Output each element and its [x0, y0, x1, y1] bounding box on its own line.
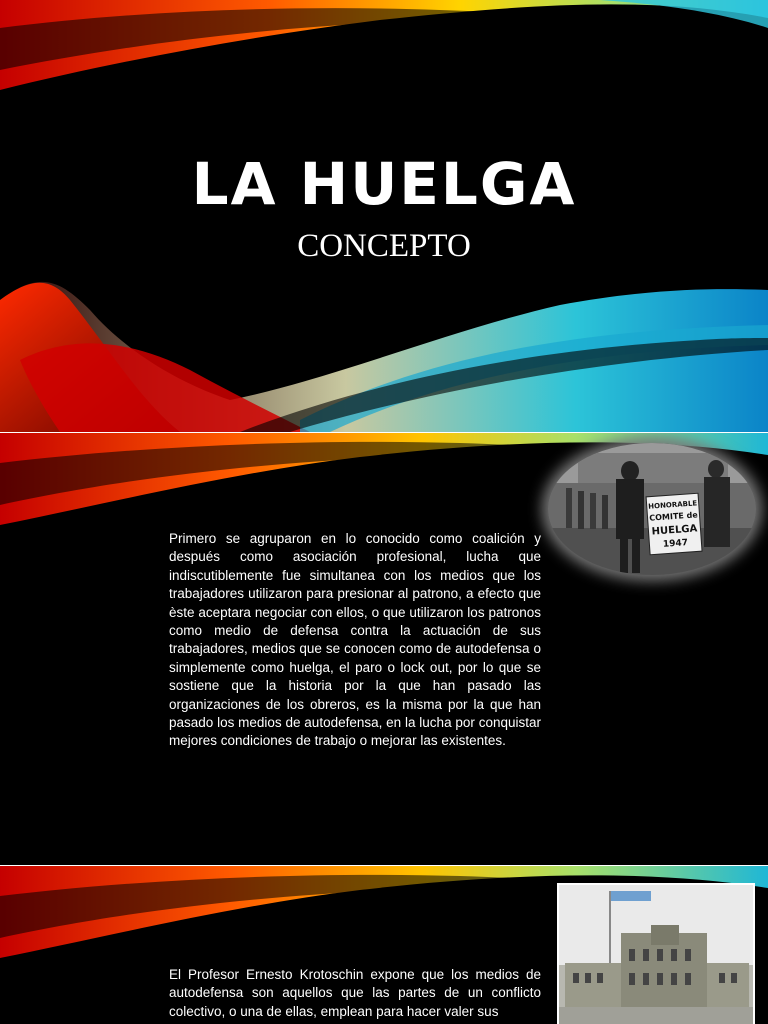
- strike-committee-photo: [548, 443, 756, 575]
- palace-photo-image: [559, 885, 753, 1024]
- sign-line-4: 1947: [662, 538, 689, 550]
- content-slide-definition: [0, 866, 768, 1024]
- content-slide-history: [0, 433, 768, 865]
- slide-subtitle: CONCEPTO: [297, 228, 471, 264]
- slide-title: LA HUELGA: [191, 150, 577, 218]
- history-paragraph: Primero se agruparon en lo conocido como coalición y después como asociación profesional, lucha que indiscutiblemente fue simultanea con los medios que los trabajadores utilizaron para presionar al patrono, a efecto que èste aceptara negociar con ellos, o que utilizaron los patronos como medio de defensa contra la actuación de sus trabajadores, medios que se conocen como de autodefensa o simplemente como huelga, el paro o lock out, por lo que se sostiene que la historia por la que han pasado las organizaciones de los obreros, es la misma por la que han pasado los medios de autodefensa, en la lucha por conquistar mejores condiciones de trabajo o mejorar las existentes.: [169, 531, 541, 749]
- sign-line-2: COMITE de: [649, 510, 699, 523]
- sign-line-3: HUELGA: [651, 523, 698, 538]
- national-palace-photo: [557, 883, 755, 1024]
- definition-paragraph: El Profesor Ernesto Krotoschin expone que los medios de autodefensa son aquellos que las partes de un conflicto colectivo, o una de ellas, emplean para hacer valer sus: [169, 967, 541, 1019]
- sign-line-1: HONORABLE: [648, 499, 698, 511]
- strike-photo-image: [548, 443, 756, 575]
- title-slide: [0, 0, 768, 432]
